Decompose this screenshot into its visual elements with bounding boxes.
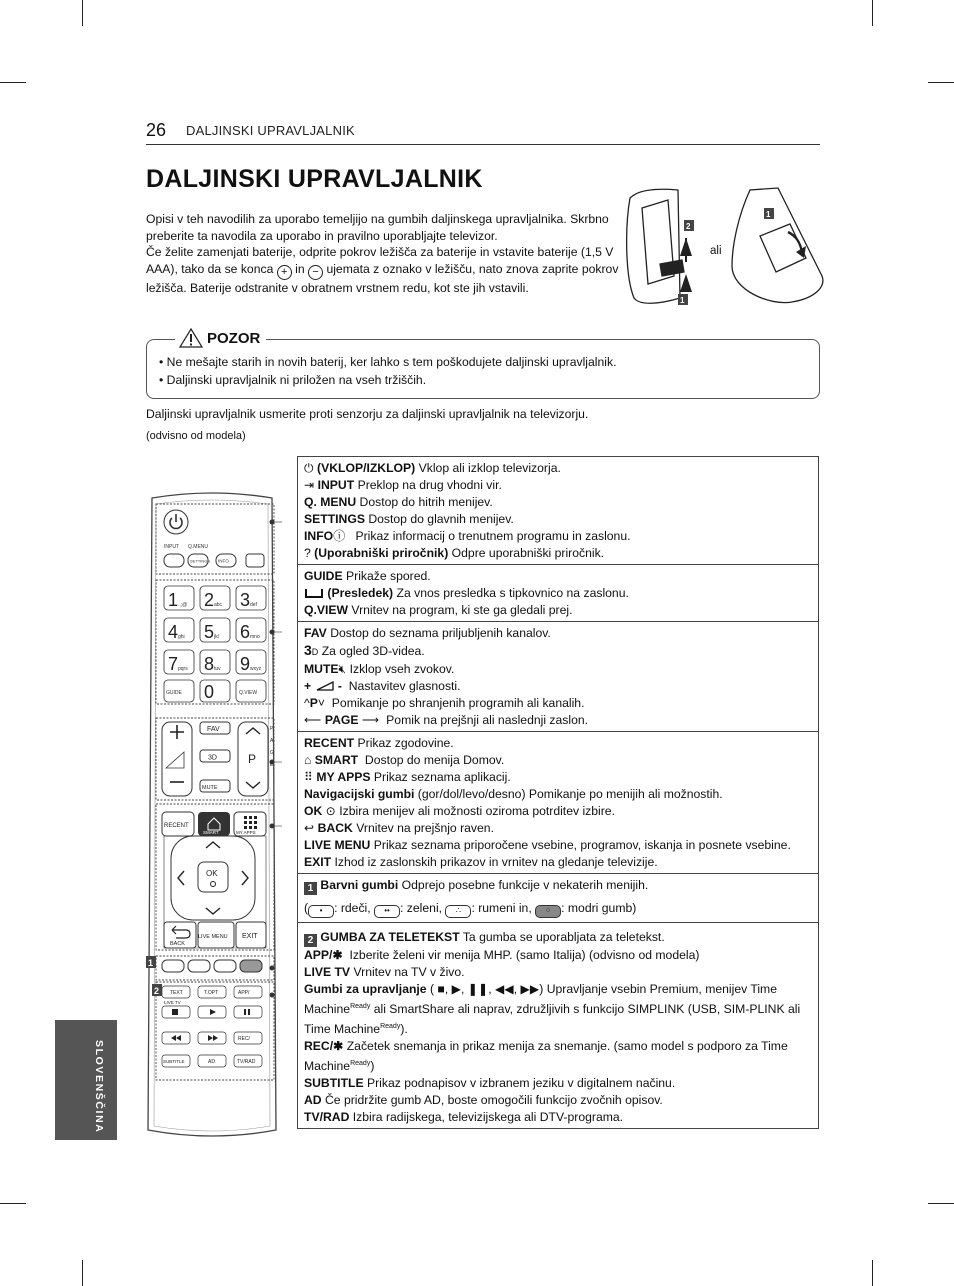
- rewind-icon: ◀◀: [494, 982, 514, 996]
- crop-mark: [872, 1260, 873, 1286]
- volume-text: Nastavitev glasnosti.: [348, 679, 461, 693]
- subtitle-text: Prikaz podnapisov v izbranem jeziku v digitalnem načinu.: [366, 1076, 676, 1091]
- info-text: Prikaz informacij o trenutnem programu in zaslonu.: [355, 529, 631, 543]
- red-text: : rdeči,: [334, 901, 371, 915]
- myapps-label: MY APPS: [316, 770, 371, 784]
- help-icon: ?: [304, 546, 311, 560]
- back-row: [304, 820, 812, 837]
- settings-label: SETTINGS: [304, 512, 365, 526]
- list-item: • Ne mešajte starih in novih baterij, ker lahko s tem poškodujete daljinski upravljalnik.: [159, 353, 616, 371]
- 3d-icon-d: D: [311, 647, 319, 657]
- color-label: Barvni gumbi: [320, 878, 399, 892]
- section-teletext: [298, 923, 818, 1128]
- marker-1-badge: 1: [304, 882, 317, 895]
- key-p: P: [248, 752, 257, 766]
- key-back: BACK: [170, 941, 185, 947]
- red-button-icon: •: [308, 905, 334, 918]
- plus-icon: +: [277, 265, 292, 280]
- key-2: 2: [204, 590, 215, 610]
- language-tab-label: SLOVENŠČINA: [93, 1040, 105, 1134]
- nav-text: (gor/dol/levo/desno) Pomikanje po menijih ali možnostih.: [417, 787, 723, 801]
- tvrad-label: TV/RAD: [304, 1110, 350, 1125]
- control-row: Gumbi za upravljanje ( ■, ▶, ❚❚, ◀◀, ▶▶) Upravljanje vsebin Premium, menijev Time Machine$^{Ready}$ ali SmartShare ali naprav, združljivih s funkcijo SIMPLINK (USB, SIM-PLINK ali Time Machine$^{Ready}$).: [304, 982, 801, 1037]
- guide-text: Prikaže spored.: [346, 569, 431, 583]
- running-header: DALJINSKI UPRAVLJALNIK: [186, 123, 355, 138]
- input-text: Preklop na drug vhodni vir.: [357, 478, 502, 492]
- remote-illustration: [142, 490, 282, 1140]
- app-text: Izberite želeni vir menija MHP. (samo Italija) (odvisno od modela): [349, 948, 700, 962]
- key-livetv: LIVE TV: [164, 1000, 181, 1005]
- qmenu-row: [304, 494, 812, 511]
- app-row: [304, 947, 812, 964]
- key-3: 3: [240, 590, 251, 610]
- minus-icon: −: [308, 265, 323, 280]
- rec-row: [304, 1038, 812, 1075]
- teletext-label: GUMBA ZA TELETEKST: [320, 930, 460, 944]
- space-row: [304, 585, 812, 602]
- volume-icon: [315, 680, 335, 692]
- page-title: DALJINSKI UPRAVLJALNIK: [146, 165, 483, 193]
- input-icon: ⇥: [304, 478, 315, 492]
- remote-settings-label: SETTINGS: [190, 558, 211, 564]
- qview-label: Q.VIEW: [304, 603, 349, 617]
- color-list-row: ( • : rdeči, •• : zeleni, ∴ : rumeni in, ⁘ : modri gumb): [304, 900, 812, 918]
- livemenu-label: LIVE MENU: [304, 838, 371, 852]
- asterisk-icon: ✱: [333, 1039, 344, 1054]
- tvrad-text: Izbira radijskega, televizijskega ali DTV-programa.: [352, 1110, 624, 1125]
- ad-text: Če pridržite gumb AD, boste omogočili funkcijo zvočnih opisov.: [325, 1093, 663, 1108]
- section-power: [298, 457, 818, 565]
- marker-2-badge: 2: [304, 934, 317, 947]
- key-3-sub: def: [250, 602, 257, 608]
- power-row: [304, 460, 812, 477]
- key-text: TEXT: [170, 990, 183, 996]
- app-label: APP/: [304, 948, 333, 962]
- key-page-label: P: [270, 726, 274, 732]
- battery-cover-illustration: [620, 186, 830, 310]
- myapps-row: [304, 769, 812, 786]
- battery-text-c: ujemata z oznako v ležišču, nato znova zaprite pokrov ležišča. Baterije odstranite v obratnem vrstnem redu, kot ste jih vstavili.: [146, 261, 619, 295]
- svg-text:2: 2: [686, 222, 691, 231]
- key-smart: SMART: [203, 830, 219, 835]
- key-3d: 3D: [208, 754, 217, 762]
- crop-mark: [872, 0, 873, 26]
- manual-row: [304, 545, 812, 562]
- section-guide: [298, 565, 818, 622]
- list-item: • Daljinski upravljalnik ni priložen na vseh tržiščih.: [159, 371, 616, 389]
- livemenu-row: [304, 837, 812, 854]
- key-rec: REC/: [238, 1036, 250, 1042]
- program-label: P: [309, 696, 318, 710]
- ready-sup: Ready: [350, 1060, 371, 1068]
- ready-sup: Ready: [350, 1003, 371, 1010]
- nav-label: Navigacijski gumbi: [304, 787, 415, 801]
- crop-mark: [0, 82, 26, 83]
- key-subtitle: SUBTITLE: [163, 1059, 185, 1064]
- page-label: PAGE: [324, 713, 359, 727]
- recent-row: [304, 735, 812, 752]
- input-row: [304, 477, 812, 494]
- livetv-label: LIVE TV: [304, 965, 351, 979]
- key-ok: OK: [206, 869, 218, 878]
- recent-text: Prikaz zgodovine.: [357, 736, 454, 750]
- caution-list: [159, 353, 616, 389]
- key-7: 7: [168, 654, 179, 674]
- livetv-row: [304, 964, 812, 981]
- key-topt: T.OPT: [204, 990, 219, 996]
- key-4-sub: ghi: [178, 634, 185, 640]
- key-4: 4: [168, 622, 179, 642]
- recent-label: RECENT: [304, 736, 355, 750]
- settings-text: Dostop do glavnih menijev.: [368, 512, 514, 526]
- ok-text: Izbira menijev ali možnosti oziroma potrditev izbire.: [339, 804, 615, 818]
- remote-input-label: INPUT: [164, 544, 179, 550]
- qmenu-label: Q. MENU: [304, 495, 357, 509]
- button-description-table: [297, 456, 819, 1129]
- rec-text: Začetek snemanja in prikaz menija za snemanje. (samo model s podporo za Time Machine: [304, 1039, 788, 1074]
- crop-mark: [82, 1260, 83, 1286]
- ok-circle-icon: ⊙: [325, 804, 336, 818]
- qview-row: [304, 602, 812, 619]
- power-text: Vklop ali izklop televizorja.: [418, 461, 561, 475]
- control-text-3: ).: [400, 1022, 408, 1037]
- key-livemenu: LIVE MENU: [198, 934, 228, 940]
- apps-grid-icon: ⠿: [304, 770, 313, 784]
- yellow-button-icon: ∴: [445, 905, 471, 918]
- volume-minus: -: [337, 679, 342, 693]
- forward-icon: ▶▶: [520, 982, 540, 996]
- space-text: Za vnos presledka s tipkovnico na zaslonu.: [396, 586, 629, 600]
- crop-mark: [928, 82, 954, 83]
- warning-icon: [179, 328, 203, 348]
- guide-label: GUIDE: [304, 569, 343, 583]
- section-volume: [298, 622, 818, 732]
- manual-label: (Uporabniški priročnik): [314, 546, 449, 560]
- settings-row: [304, 511, 812, 528]
- key-fav: FAV: [207, 726, 220, 733]
- marker-1: 1: [148, 958, 154, 968]
- asterisk-icon: ✱: [332, 948, 343, 962]
- myapps-text: Prikaz seznama aplikacij.: [373, 770, 511, 784]
- marker-2: 2: [154, 986, 160, 996]
- battery-paragraph: [146, 244, 626, 296]
- blue-text: : modri gumb): [561, 901, 637, 915]
- power-icon: ⏻: [304, 461, 314, 475]
- control-text-1: ) Upravljanje vsebin Premium, menijev Time Machine: [304, 982, 777, 1017]
- control-text-2: ali SmartShare ali naprav, združljivih s funkcijo SIMPLINK (USB, SIM-PLINK ali Time Machine: [304, 1002, 801, 1037]
- rec-label: REC/: [304, 1039, 334, 1054]
- exit-text: Izhod iz zaslonskih prikazov in vrnitev na gledanje televizije.: [334, 855, 658, 869]
- tvrad-row: [304, 1109, 812, 1126]
- nav-row: [304, 786, 812, 803]
- key-6: 6: [240, 622, 251, 642]
- ok-row: [304, 803, 812, 820]
- section-color-buttons: [298, 874, 818, 923]
- rec-text-2: ): [370, 1059, 375, 1074]
- key-2-sub: abc: [214, 602, 223, 608]
- space-label: (Presledek): [327, 586, 394, 600]
- mute-text: Izklop vseh zvokov.: [349, 662, 455, 676]
- key-8: 8: [204, 654, 215, 674]
- guide-row: [304, 568, 812, 585]
- caution-box: [146, 329, 820, 399]
- arrow-left-icon: ⟵: [304, 713, 322, 727]
- chevron-down-icon: ˅: [317, 696, 325, 710]
- smart-label: SMART: [314, 753, 359, 767]
- 3d-icon: 3: [304, 642, 312, 658]
- yellow-text: : rumeni in,: [471, 901, 532, 915]
- or-label: ali: [710, 245, 722, 257]
- section-navigation: [298, 732, 818, 874]
- crop-mark: [82, 0, 83, 26]
- svg-text:1: 1: [680, 296, 685, 305]
- key-1-sub: .,;@: [178, 602, 188, 608]
- key-exit: EXIT: [242, 933, 258, 940]
- crop-mark: [928, 1203, 954, 1204]
- key-tvrad: TV/RAD: [237, 1059, 256, 1065]
- exit-row: [304, 854, 812, 871]
- program-row: [304, 695, 812, 712]
- qmenu-text: Dostop do hitrih menijev.: [359, 495, 493, 509]
- ready-sup: Ready: [380, 1023, 401, 1031]
- pause-icon: ❚❚: [467, 982, 489, 996]
- smart-text: Dostop do menija Domov.: [364, 753, 505, 767]
- ad-label: AD: [304, 1093, 322, 1108]
- key-8-sub: tuv: [214, 666, 221, 672]
- manual-text: Odpre uporabniški priročnik.: [451, 546, 605, 560]
- pointing-instruction: Daljinski upravljalnik usmerite proti senzorju za daljinski upravljalnik na televizorju.: [146, 407, 589, 421]
- caution-title-text: POZOR: [207, 329, 261, 347]
- language-tab: [55, 1020, 117, 1140]
- mute-icon: 🔇︎: [338, 662, 347, 676]
- ok-label: OK: [304, 804, 323, 818]
- teletext-row: [304, 929, 812, 947]
- color-row: [304, 877, 812, 895]
- key-app: APP/: [238, 990, 250, 996]
- key-qview: Q.VIEW: [239, 690, 258, 696]
- page-number: 26: [146, 120, 167, 140]
- model-note: (odvisno od modela): [146, 430, 246, 442]
- mute-label: MUTE: [304, 662, 339, 676]
- green-button-icon: ••: [374, 905, 400, 918]
- control-label: Gumbi za upravljanje: [304, 982, 427, 996]
- chevron-up-icon: ^: [304, 696, 310, 710]
- key-0: 0: [204, 682, 215, 702]
- svg-text:1: 1: [766, 210, 771, 219]
- volume-row: [304, 678, 812, 695]
- battery-text-b: in: [295, 261, 305, 276]
- intro-paragraph: Opisi v teh navodilih za uporabo temeljijo na gumbih daljinskega upravljalnika. Skrbno preberite ta navodila za uporabo in pravilno uporabljajte televizor.: [146, 212, 609, 243]
- back-icon: ↩: [304, 821, 315, 835]
- key-5-sub: jkl: [214, 634, 219, 640]
- remote-info-label: INFO: [218, 558, 229, 564]
- space-icon: [304, 587, 324, 599]
- key-recent: RECENT: [164, 823, 189, 829]
- mute-row: [304, 661, 812, 678]
- remote-qmenu-label: Q.MENU: [188, 544, 208, 550]
- info-icon: ⓘ: [333, 529, 346, 543]
- back-text: Vrnitev na prejšnjo raven.: [356, 821, 494, 835]
- color-text: Odprejo posebne funkcije v nekaterih menijih.: [401, 878, 649, 892]
- green-text: : zeleni,: [400, 901, 443, 915]
- key-7-sub: pqrs: [178, 666, 188, 672]
- page-text: Pomik na prejšnji ali naslednji zaslon.: [386, 713, 589, 727]
- key-guide: GUIDE: [166, 690, 182, 696]
- ad-row: [304, 1092, 812, 1109]
- intro-text: [146, 211, 626, 296]
- power-label: (VKLOP/IZKLOP): [317, 461, 416, 475]
- key-1: 1: [168, 590, 179, 610]
- key-9: 9: [240, 654, 251, 674]
- key-6-sub: mno: [250, 634, 260, 640]
- smart-row: [304, 752, 812, 769]
- qview-text: Vrnitev na program, ki ste ga gledali prej.: [351, 603, 573, 617]
- key-9-sub: wxyz: [250, 666, 262, 672]
- info-row: [304, 528, 812, 545]
- page-row: [304, 712, 812, 729]
- fav-label: FAV: [304, 626, 327, 640]
- key-5: 5: [204, 622, 215, 642]
- blue-button-icon: ⁘: [535, 905, 561, 918]
- back-label: BACK: [317, 821, 353, 835]
- subtitle-label: SUBTITLE: [304, 1076, 364, 1091]
- key-ad: AD: [208, 1059, 215, 1065]
- 3d-row: [304, 642, 812, 661]
- exit-label: EXIT: [304, 855, 332, 869]
- key-myapps: MY APPS: [236, 830, 256, 835]
- livemenu-text: Prikaz seznama priporočene vsebine, programov, iskanja in posnete vsebine.: [373, 838, 791, 852]
- stop-icon: ■: [437, 982, 445, 996]
- fav-row: [304, 625, 812, 642]
- program-text: Pomikanje po shranjenih programih ali kanalih.: [331, 696, 585, 710]
- info-label: INFO: [304, 529, 334, 543]
- key-mute: MUTE: [202, 785, 218, 791]
- caution-title: [175, 328, 266, 348]
- volume-plus: +: [304, 679, 312, 693]
- home-icon: ⌂: [304, 753, 312, 767]
- subtitle-row: [304, 1075, 812, 1092]
- svg-text:E: E: [270, 762, 274, 768]
- fav-text: Dostop do seznama priljubljenih kanalov.: [330, 626, 551, 640]
- teletext-text: Ta gumba se uporabljata za teletekst.: [462, 930, 665, 944]
- input-label: INPUT: [317, 478, 355, 492]
- svg-text:A: A: [270, 738, 274, 744]
- livetv-text: Vrnitev na TV v živo.: [353, 965, 465, 979]
- crop-mark: [0, 1203, 26, 1204]
- battery-text-a: Če želite zamenjati baterije, odprite pokrov ležišča za baterije in vstavite baterije (1,5 V AAA), tako da se konca: [146, 245, 614, 276]
- header-rule: [146, 144, 820, 145]
- 3d-text: Za ogled 3D-videa.: [321, 644, 425, 658]
- play-icon: ▶: [451, 982, 461, 996]
- arrow-right-icon: ⟶: [361, 713, 380, 727]
- svg-text:G: G: [270, 750, 274, 756]
